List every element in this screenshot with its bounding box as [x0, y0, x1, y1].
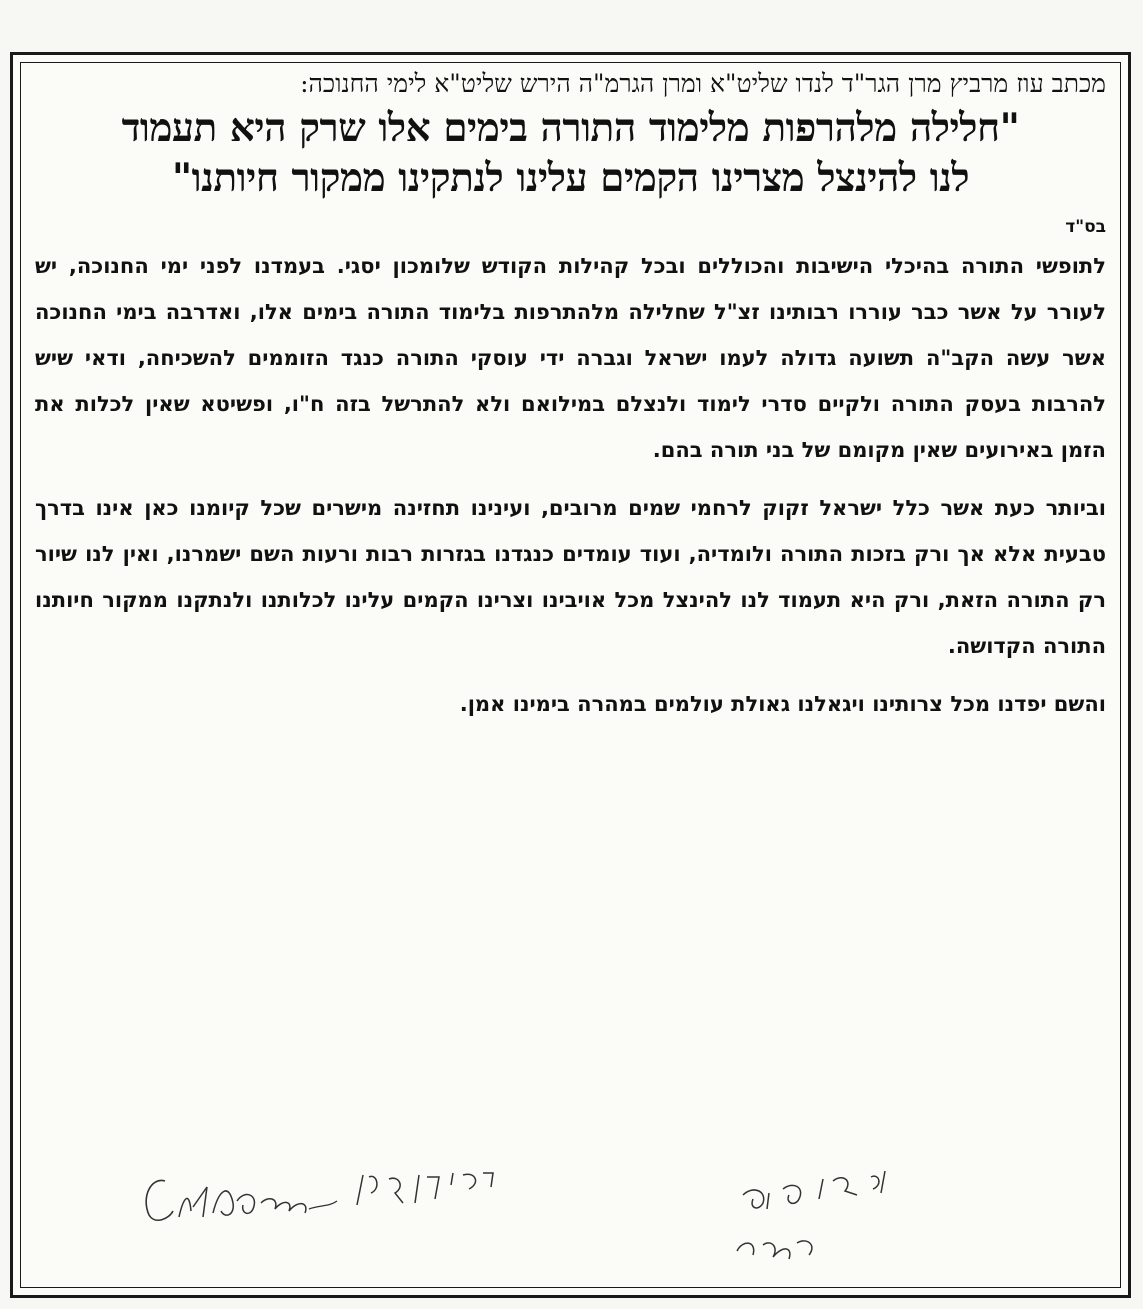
signature-right [713, 1159, 913, 1289]
paragraph-1: לתופשי התורה בהיכלי הישיבות והכוללים ובכל קהילות הקודש שלומכון יסגי. בעמדנו לפני ימי החנוכה, יש לעורר על אשר כבר עוררו רבותינו זצ"ל שחלילה מלהתרפות בלימוד התורה בימים אלו, ואדרבה בימי החנוכה אשר עשה הקב"ה תשועה גדולה לעמו ישראל וגברה ידי עוסקי התורה כנגד הזוממים להשכיחה, ודאי שיש להרבות בעסק התורה ולקיים סדרי לימוד ולנצלם במילואם ולא להתרשל בזה ח"ו, ופשיטא שאין לכלות את הזמן באירועים שאין מקומם של בני תורה בהם. [35, 254, 1106, 462]
letter-content [35, 65, 1106, 727]
letter-frame [10, 52, 1131, 1298]
paragraph-2: וביותר כעת אשר כלל ישראל זקוק לרחמי שמים מרובים, ועינינו תחזינה מישרים שכל קיומנו כאן אינו בדרך טבעית אלא אך ורק בזכות התורה ולומדיה, ועוד עומדים כנגדנו בגזרות רבות ורעות השם ישמרנו, ואין לנו שיור רק התורה הזאת, ורק היא תעמוד לנו להינצל מכל אויבינו וצרינו הקמים עלינו לכלותנו ולנתקנו ממקור חיותנו התורה הקדושה. [35, 496, 1106, 658]
headline-line-1: "חלילה מלהרפות מלימוד התורה בימים אלו שרק היא תעמוד [121, 105, 1020, 151]
signature-middle [343, 1159, 523, 1219]
letter-subheading: מכתב עוז מרביץ מרן הגר"ד לנדו שליט"א ומרן הגרמ"ה הירש שליט"א לימי החנוכה: [300, 69, 1106, 98]
signatures-area [13, 1145, 1128, 1295]
paragraph-3: והשם יפדנו מכל צרותינו ויגאלנו גאולת עולמים במהרה בימינו אמן. [459, 692, 1106, 716]
headline-line-2: לנו להינצל מצרינו הקמים עלינו לנתקינו ממקור חיותנו" [171, 155, 970, 201]
bsd-mark: בס"ד [1065, 217, 1106, 237]
